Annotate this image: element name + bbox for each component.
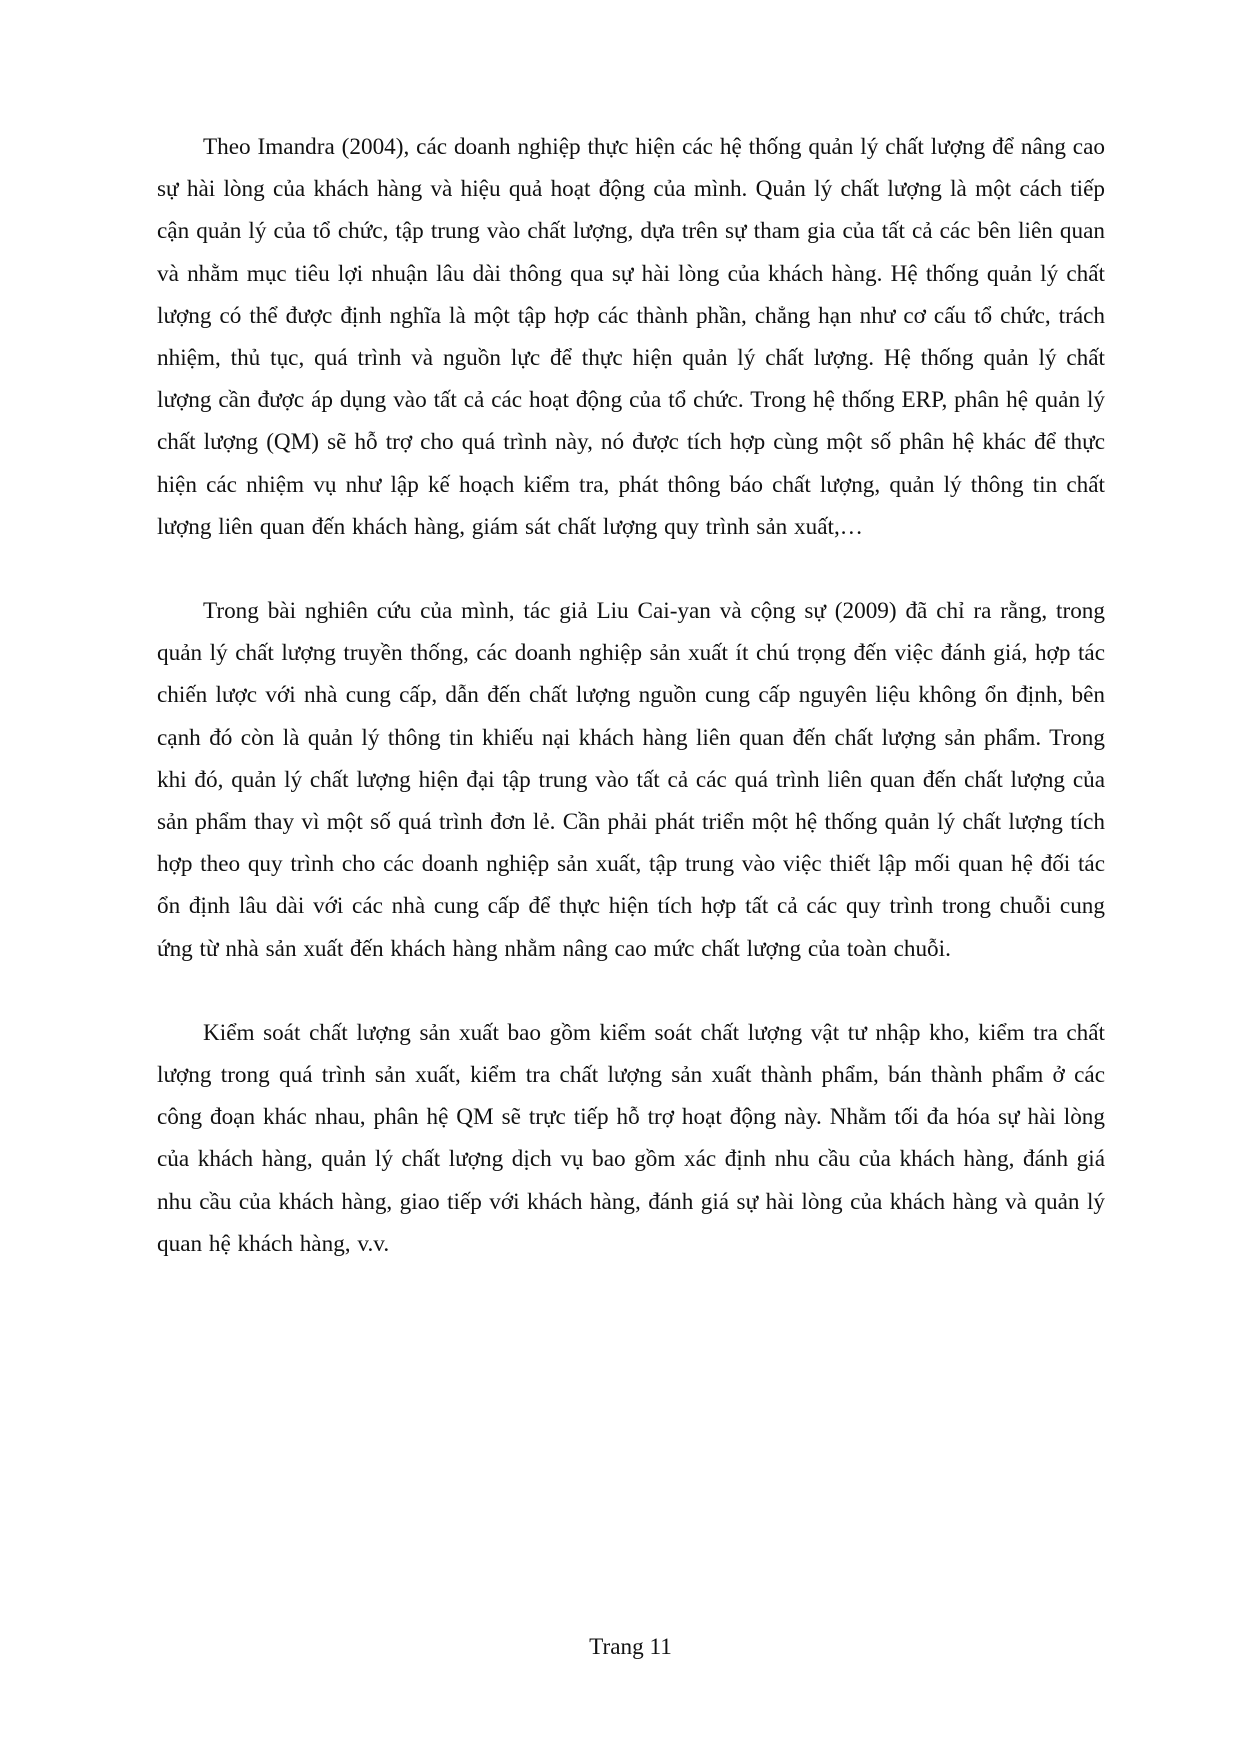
page-footer xyxy=(0,1632,1241,1662)
page-number: Trang 11 xyxy=(589,1634,672,1660)
paragraph-quality-management-imandra: Theo Imandra (2004), các doanh nghiệp thực hiện các hệ thống quản lý chất lượng để nâng cao sự hài lòng của khách hàng và hiệu quả hoạt động của mình. Quản lý chất lượng là một cách tiếp cận quản lý của tổ chức, tập trung vào chất lượng, dựa trên sự tham gia của tất cả các bên liên quan và nhằm mục tiêu lợi nhuận lâu dài thông qua sự hài lòng của khách hàng. Hệ thống quản lý chất lượng có thể được định nghĩa là một tập hợp các thành phần, chẳng hạn như cơ cấu tổ chức, trách nhiệm, thủ tục, quá trình và nguồn lực để thực hiện quản lý chất lượng. Hệ thống quản lý chất lượng cần được áp dụng vào tất cả các hoạt động của tổ chức. Trong hệ thống ERP, phân hệ quản lý chất lượng (QM) sẽ hỗ trợ cho quá trình này, nó được tích hợp cùng một số phân hệ khác để thực hiện các nhiệm vụ như lập kế hoạch kiểm tra, phát thông báo chất lượng, quản lý thông tin chất lượng liên quan đến khách hàng, giám sát chất lượng quy trình sản xuất,… xyxy=(157,134,1105,540)
paragraph-liu-cai-yan-study: Trong bài nghiên cứu của mình, tác giả Liu Cai-yan và cộng sự (2009) đã chỉ ra rằng, trong quản lý chất lượng truyền thống, các doanh nghiệp sản xuất ít chú trọng đến việc đánh giá, hợp tác chiến lược với nhà cung cấp, dẫn đến chất lượng nguồn cung cấp nguyên liệu không ổn định, bên cạnh đó còn là quản lý thông tin khiếu nại khách hàng liên quan đến chất lượng sản phẩm. Trong khi đó, quản lý chất lượng hiện đại tập trung vào tất cả các quá trình liên quan đến chất lượng của sản phẩm thay vì một số quá trình đơn lẻ. Cần phải phát triển một hệ thống quản lý chất lượng tích hợp theo quy trình cho các doanh nghiệp sản xuất, tập trung vào việc thiết lập mối quan hệ đối tác ổn định lâu dài với các nhà cung cấp để thực hiện tích hợp tất cả các quy trình trong chuỗi cung ứng từ nhà sản xuất đến khách hàng nhằm nâng cao mức chất lượng của toàn chuỗi. xyxy=(157,598,1105,962)
paragraph-production-quality-control: Kiểm soát chất lượng sản xuất bao gồm kiểm soát chất lượng vật tư nhập kho, kiểm tra chất lượng trong quá trình sản xuất, kiểm tra chất lượng sản xuất thành phẩm, bán thành phẩm ở các công đoạn khác nhau, phân hệ QM sẽ trực tiếp hỗ trợ hoạt động này. Nhằm tối đa hóa sự hài lòng của khách hàng, quản lý chất lượng dịch vụ bao gồm xác định nhu cầu của khách hàng, đánh giá nhu cầu của khách hàng, giao tiếp với khách hàng, đánh giá sự hài lòng của khách hàng và quản lý quan hệ khách hàng, v.v. xyxy=(157,1019,1105,1257)
document-page-body xyxy=(157,126,1105,1265)
